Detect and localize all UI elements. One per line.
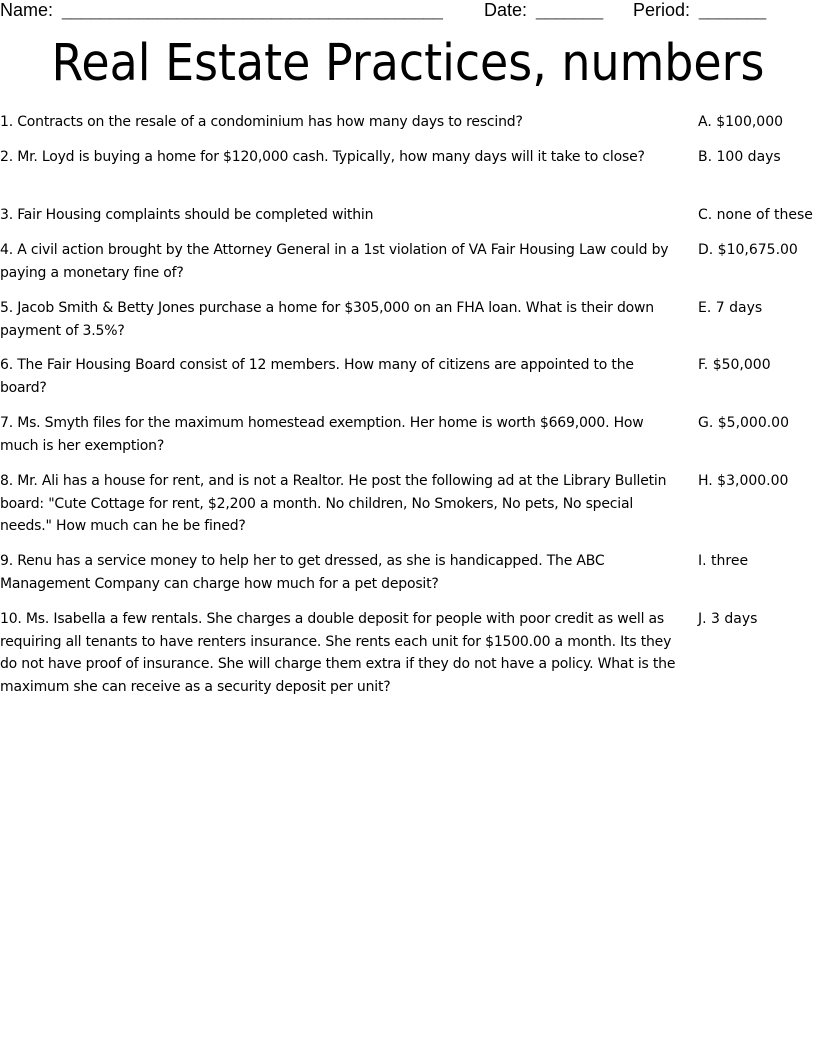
- question-text: 7. Ms. Smyth files for the maximum homestead exemption. Her home is worth $669,000. How much is her exemption?: [0, 415, 644, 454]
- question-text: 8. Mr. Ali has a house for rent, and is not a Realtor. He post the following ad at the Library Bulletin board: "Cute Cottage for rent, $2,200 a month. No children, No Smokers, No pets, No special needs." How much can he be fined?: [0, 473, 667, 534]
- period-field[interactable]: _______: [699, 0, 766, 20]
- answer-option: C. none of these: [698, 207, 813, 223]
- name-label: Name:: [0, 0, 54, 20]
- answer-option: F. $50,000: [698, 357, 771, 373]
- answer-option: D. $10,675.00: [698, 242, 798, 258]
- question-text: 3. Fair Housing complaints should be completed within: [0, 207, 374, 223]
- question-text: 2. Mr. Loyd is buying a home for $120,000 cash. Typically, how many days will it take to close?: [0, 149, 645, 165]
- date-field[interactable]: _______: [536, 0, 603, 20]
- page-title: Real Estate Practices, numbers: [51, 34, 765, 93]
- question-text: 6. The Fair Housing Board consist of 12 members. How many of citizens are appointed to the board?: [0, 357, 634, 396]
- answer-option: I. three: [698, 553, 749, 569]
- name-field[interactable]: ________________________________________: [62, 0, 443, 20]
- answer-option: B. 100 days: [698, 149, 781, 165]
- period-label: Period:: [633, 0, 691, 20]
- header: [0, 0, 816, 22]
- answer-option: H. $3,000.00: [698, 473, 789, 489]
- question-text: 1. Contracts on the resale of a condominium has how many days to rescind?: [0, 114, 523, 130]
- question-text: 5. Jacob Smith & Betty Jones purchase a home for $305,000 on an FHA loan. What is their down payment of 3.5%?: [0, 300, 654, 339]
- answer-option: J. 3 days: [698, 611, 758, 627]
- question-text: 10. Ms. Isabella a few rentals. She charges a double deposit for people with poor credit as well as requiring all tenants to have renters insurance. She rents each unit for $1500.00 a month. Its they do not have proof of insurance. She will charge them extra if they do not have a policy. What is the maximum she can receive as a security deposit per unit?: [0, 611, 676, 695]
- date-label: Date:: [484, 0, 528, 20]
- answer-option: G. $5,000.00: [698, 415, 789, 431]
- question-text: 4. A civil action brought by the Attorney General in a 1st violation of VA Fair Housing Law could by paying a monetary fine of?: [0, 242, 669, 281]
- answer-option: A. $100,000: [698, 114, 784, 130]
- answer-option: E. 7 days: [698, 300, 763, 316]
- question-text: 9. Renu has a service money to help her to get dressed, as she is handicapped. The ABC Management Company can charge how much for a pet deposit?: [0, 553, 605, 592]
